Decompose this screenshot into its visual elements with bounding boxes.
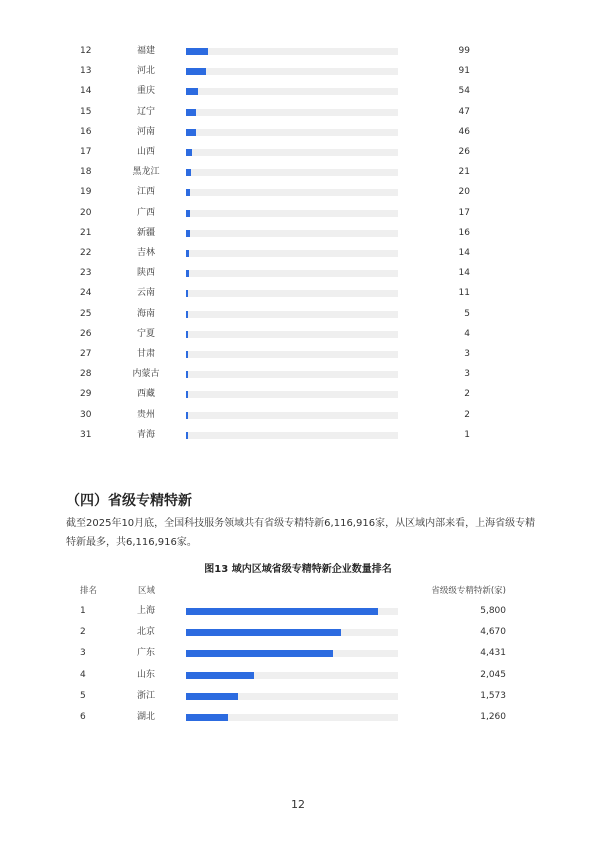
table-row bbox=[0, 364, 596, 384]
table-row bbox=[0, 304, 596, 324]
rank-cell: 31 bbox=[80, 429, 92, 440]
value-cell: 1,573 bbox=[480, 690, 506, 701]
bar-track bbox=[186, 412, 398, 419]
bar-track bbox=[186, 331, 398, 338]
table-row bbox=[0, 405, 596, 425]
region-cell: 陕西 bbox=[136, 268, 155, 279]
bar-track bbox=[186, 129, 398, 136]
value-cell: 2 bbox=[464, 409, 470, 420]
value-cell: 5,800 bbox=[480, 606, 506, 616]
region-cell: 吉林 bbox=[136, 248, 155, 258]
table-row bbox=[0, 263, 596, 283]
rank-cell: 2 bbox=[80, 627, 86, 638]
region-cell: 内蒙古 bbox=[132, 369, 160, 380]
bar-track bbox=[186, 88, 398, 95]
table-row bbox=[0, 643, 596, 663]
region-cell: 广东 bbox=[136, 648, 155, 659]
bar-track bbox=[186, 714, 398, 721]
bar-track bbox=[186, 48, 398, 55]
table-row bbox=[0, 102, 596, 122]
region-cell: 浙江 bbox=[136, 690, 155, 701]
value-cell: 5 bbox=[464, 308, 470, 319]
bar-fill bbox=[186, 672, 254, 679]
bar-track bbox=[186, 650, 398, 657]
rank-cell: 26 bbox=[80, 328, 92, 339]
value-cell: 1,260 bbox=[480, 712, 506, 722]
table-row bbox=[0, 162, 596, 182]
rank-cell: 4 bbox=[80, 669, 86, 680]
value-cell: 4,670 bbox=[480, 627, 506, 638]
rank-cell: 6 bbox=[80, 712, 86, 722]
table-row bbox=[0, 61, 596, 81]
bar-track bbox=[186, 432, 398, 439]
table-row bbox=[0, 243, 596, 263]
bar-track bbox=[186, 189, 398, 196]
bar-fill bbox=[186, 230, 190, 237]
table-row bbox=[0, 665, 596, 685]
bar-track bbox=[186, 672, 398, 679]
table-row bbox=[0, 223, 596, 243]
region-cell: 黑龙江 bbox=[132, 167, 160, 178]
region-cell: 湖北 bbox=[136, 712, 155, 722]
bar-fill bbox=[186, 693, 238, 700]
bar-fill bbox=[186, 391, 188, 398]
bar-fill bbox=[186, 650, 333, 657]
rank-cell: 22 bbox=[80, 248, 92, 258]
value-cell: 47 bbox=[458, 106, 470, 117]
rank-cell: 20 bbox=[80, 207, 92, 218]
bar-fill bbox=[186, 189, 190, 196]
bar-fill bbox=[186, 88, 198, 95]
region-cell: 河北 bbox=[136, 66, 155, 77]
rank-cell: 27 bbox=[80, 349, 92, 359]
rank-cell: 5 bbox=[80, 690, 86, 701]
bar-track bbox=[186, 290, 398, 297]
figure-title: 图13 域内区域省级专精特新企业数量排名 bbox=[204, 564, 392, 575]
bar-fill bbox=[186, 290, 188, 297]
bar-fill bbox=[186, 714, 228, 721]
table-row bbox=[0, 601, 596, 621]
bar-track bbox=[186, 210, 398, 217]
region-cell: 青海 bbox=[136, 429, 155, 440]
value-cell: 11 bbox=[458, 288, 470, 299]
bar-track bbox=[186, 311, 398, 318]
value-cell: 2 bbox=[464, 389, 470, 400]
bar-track bbox=[186, 68, 398, 75]
page-number: 12 bbox=[291, 798, 305, 811]
bar-track bbox=[186, 169, 398, 176]
rank-cell: 12 bbox=[80, 46, 92, 56]
table-row bbox=[0, 686, 596, 706]
table-row bbox=[0, 707, 596, 727]
table-row bbox=[0, 122, 596, 142]
bar-fill bbox=[186, 169, 191, 176]
region-cell: 山东 bbox=[136, 669, 155, 680]
value-cell: 3 bbox=[464, 369, 470, 380]
rank-cell: 28 bbox=[80, 369, 92, 380]
bar-fill bbox=[186, 48, 208, 55]
rank-cell: 24 bbox=[80, 288, 92, 299]
rank-cell: 23 bbox=[80, 268, 92, 279]
region-cell: 新疆 bbox=[136, 227, 155, 238]
table-row bbox=[0, 622, 596, 642]
bar-fill bbox=[186, 331, 188, 338]
value-cell: 21 bbox=[458, 167, 470, 178]
bar-track bbox=[186, 693, 398, 700]
value-cell: 26 bbox=[458, 147, 470, 157]
section-paragraph: 截至2025年10月底，全国科技服务领域共有省级专精特新6,116,916家，从区域内部来看，上海省级专精特新最多，共6,116,916家。 bbox=[66, 518, 536, 548]
header-rank: 排名 bbox=[80, 586, 98, 596]
value-cell: 14 bbox=[458, 268, 470, 279]
region-cell: 云南 bbox=[136, 288, 155, 299]
rank-cell: 15 bbox=[80, 106, 92, 117]
rank-cell: 21 bbox=[80, 227, 92, 238]
region-cell: 广西 bbox=[136, 207, 155, 218]
bar-fill bbox=[186, 68, 206, 75]
value-cell: 99 bbox=[458, 46, 470, 56]
table-row bbox=[0, 41, 596, 61]
bar-track bbox=[186, 629, 398, 636]
rank-cell: 25 bbox=[80, 308, 92, 319]
region-cell: 贵州 bbox=[136, 409, 155, 420]
bar-fill bbox=[186, 629, 341, 636]
bar-track bbox=[186, 608, 398, 615]
bar-fill bbox=[186, 311, 188, 318]
value-cell: 17 bbox=[458, 207, 470, 218]
rank-cell: 30 bbox=[80, 409, 92, 420]
rank-cell: 18 bbox=[80, 167, 92, 178]
bar-fill bbox=[186, 129, 196, 136]
region-cell: 重庆 bbox=[136, 86, 155, 97]
bar-track bbox=[186, 391, 398, 398]
rank-cell: 16 bbox=[80, 126, 92, 137]
table-row bbox=[0, 283, 596, 303]
region-cell: 江西 bbox=[136, 187, 155, 198]
header-value: 省级级专精特新(家) bbox=[431, 586, 506, 596]
table-row bbox=[0, 81, 596, 101]
bar-track bbox=[186, 371, 398, 378]
table-row bbox=[0, 182, 596, 202]
region-cell: 上海 bbox=[136, 606, 155, 616]
region-cell: 宁夏 bbox=[136, 328, 155, 339]
bar-track bbox=[186, 230, 398, 237]
region-cell: 山西 bbox=[136, 147, 155, 157]
bar-fill bbox=[186, 608, 378, 615]
rank-cell: 13 bbox=[80, 66, 92, 77]
bar-fill bbox=[186, 412, 188, 419]
table-row bbox=[0, 324, 596, 344]
value-cell: 46 bbox=[458, 126, 470, 137]
table-row bbox=[0, 425, 596, 445]
bar-fill bbox=[186, 270, 189, 277]
table-row bbox=[0, 142, 596, 162]
region-cell: 辽宁 bbox=[136, 106, 155, 117]
bar-fill bbox=[186, 149, 192, 156]
value-cell: 16 bbox=[458, 227, 470, 238]
bar-fill bbox=[186, 432, 188, 439]
region-cell: 甘肃 bbox=[136, 349, 155, 359]
bar-fill bbox=[186, 351, 188, 358]
rank-cell: 1 bbox=[80, 606, 86, 616]
region-cell: 海南 bbox=[136, 308, 155, 319]
rank-cell: 3 bbox=[80, 648, 86, 659]
rank-cell: 17 bbox=[80, 147, 92, 157]
value-cell: 3 bbox=[464, 349, 470, 359]
bar-track bbox=[186, 250, 398, 257]
region-cell: 北京 bbox=[136, 627, 155, 638]
header-region: 区域 bbox=[138, 586, 156, 596]
bar-fill bbox=[186, 371, 188, 378]
rank-cell: 14 bbox=[80, 86, 92, 97]
value-cell: 20 bbox=[458, 187, 470, 198]
bar-fill bbox=[186, 210, 190, 217]
value-cell: 14 bbox=[458, 248, 470, 258]
table-row bbox=[0, 203, 596, 223]
bar-track bbox=[186, 270, 398, 277]
bar-fill bbox=[186, 109, 196, 116]
section-heading: （四）省级专精特新 bbox=[66, 493, 192, 509]
value-cell: 91 bbox=[458, 66, 470, 77]
region-cell: 河南 bbox=[136, 126, 155, 137]
value-cell: 4,431 bbox=[480, 648, 506, 659]
bar-fill bbox=[186, 250, 189, 257]
bar-track bbox=[186, 149, 398, 156]
table-row bbox=[0, 384, 596, 404]
value-cell: 1 bbox=[464, 429, 470, 440]
rank-cell: 19 bbox=[80, 187, 92, 198]
rank-cell: 29 bbox=[80, 389, 92, 400]
bar-track bbox=[186, 351, 398, 358]
bar-track bbox=[186, 109, 398, 116]
table-row bbox=[0, 344, 596, 364]
value-cell: 4 bbox=[464, 328, 470, 339]
region-cell: 西藏 bbox=[136, 389, 155, 400]
region-cell: 福建 bbox=[136, 46, 155, 56]
value-cell: 2,045 bbox=[480, 669, 506, 680]
value-cell: 54 bbox=[458, 86, 470, 97]
